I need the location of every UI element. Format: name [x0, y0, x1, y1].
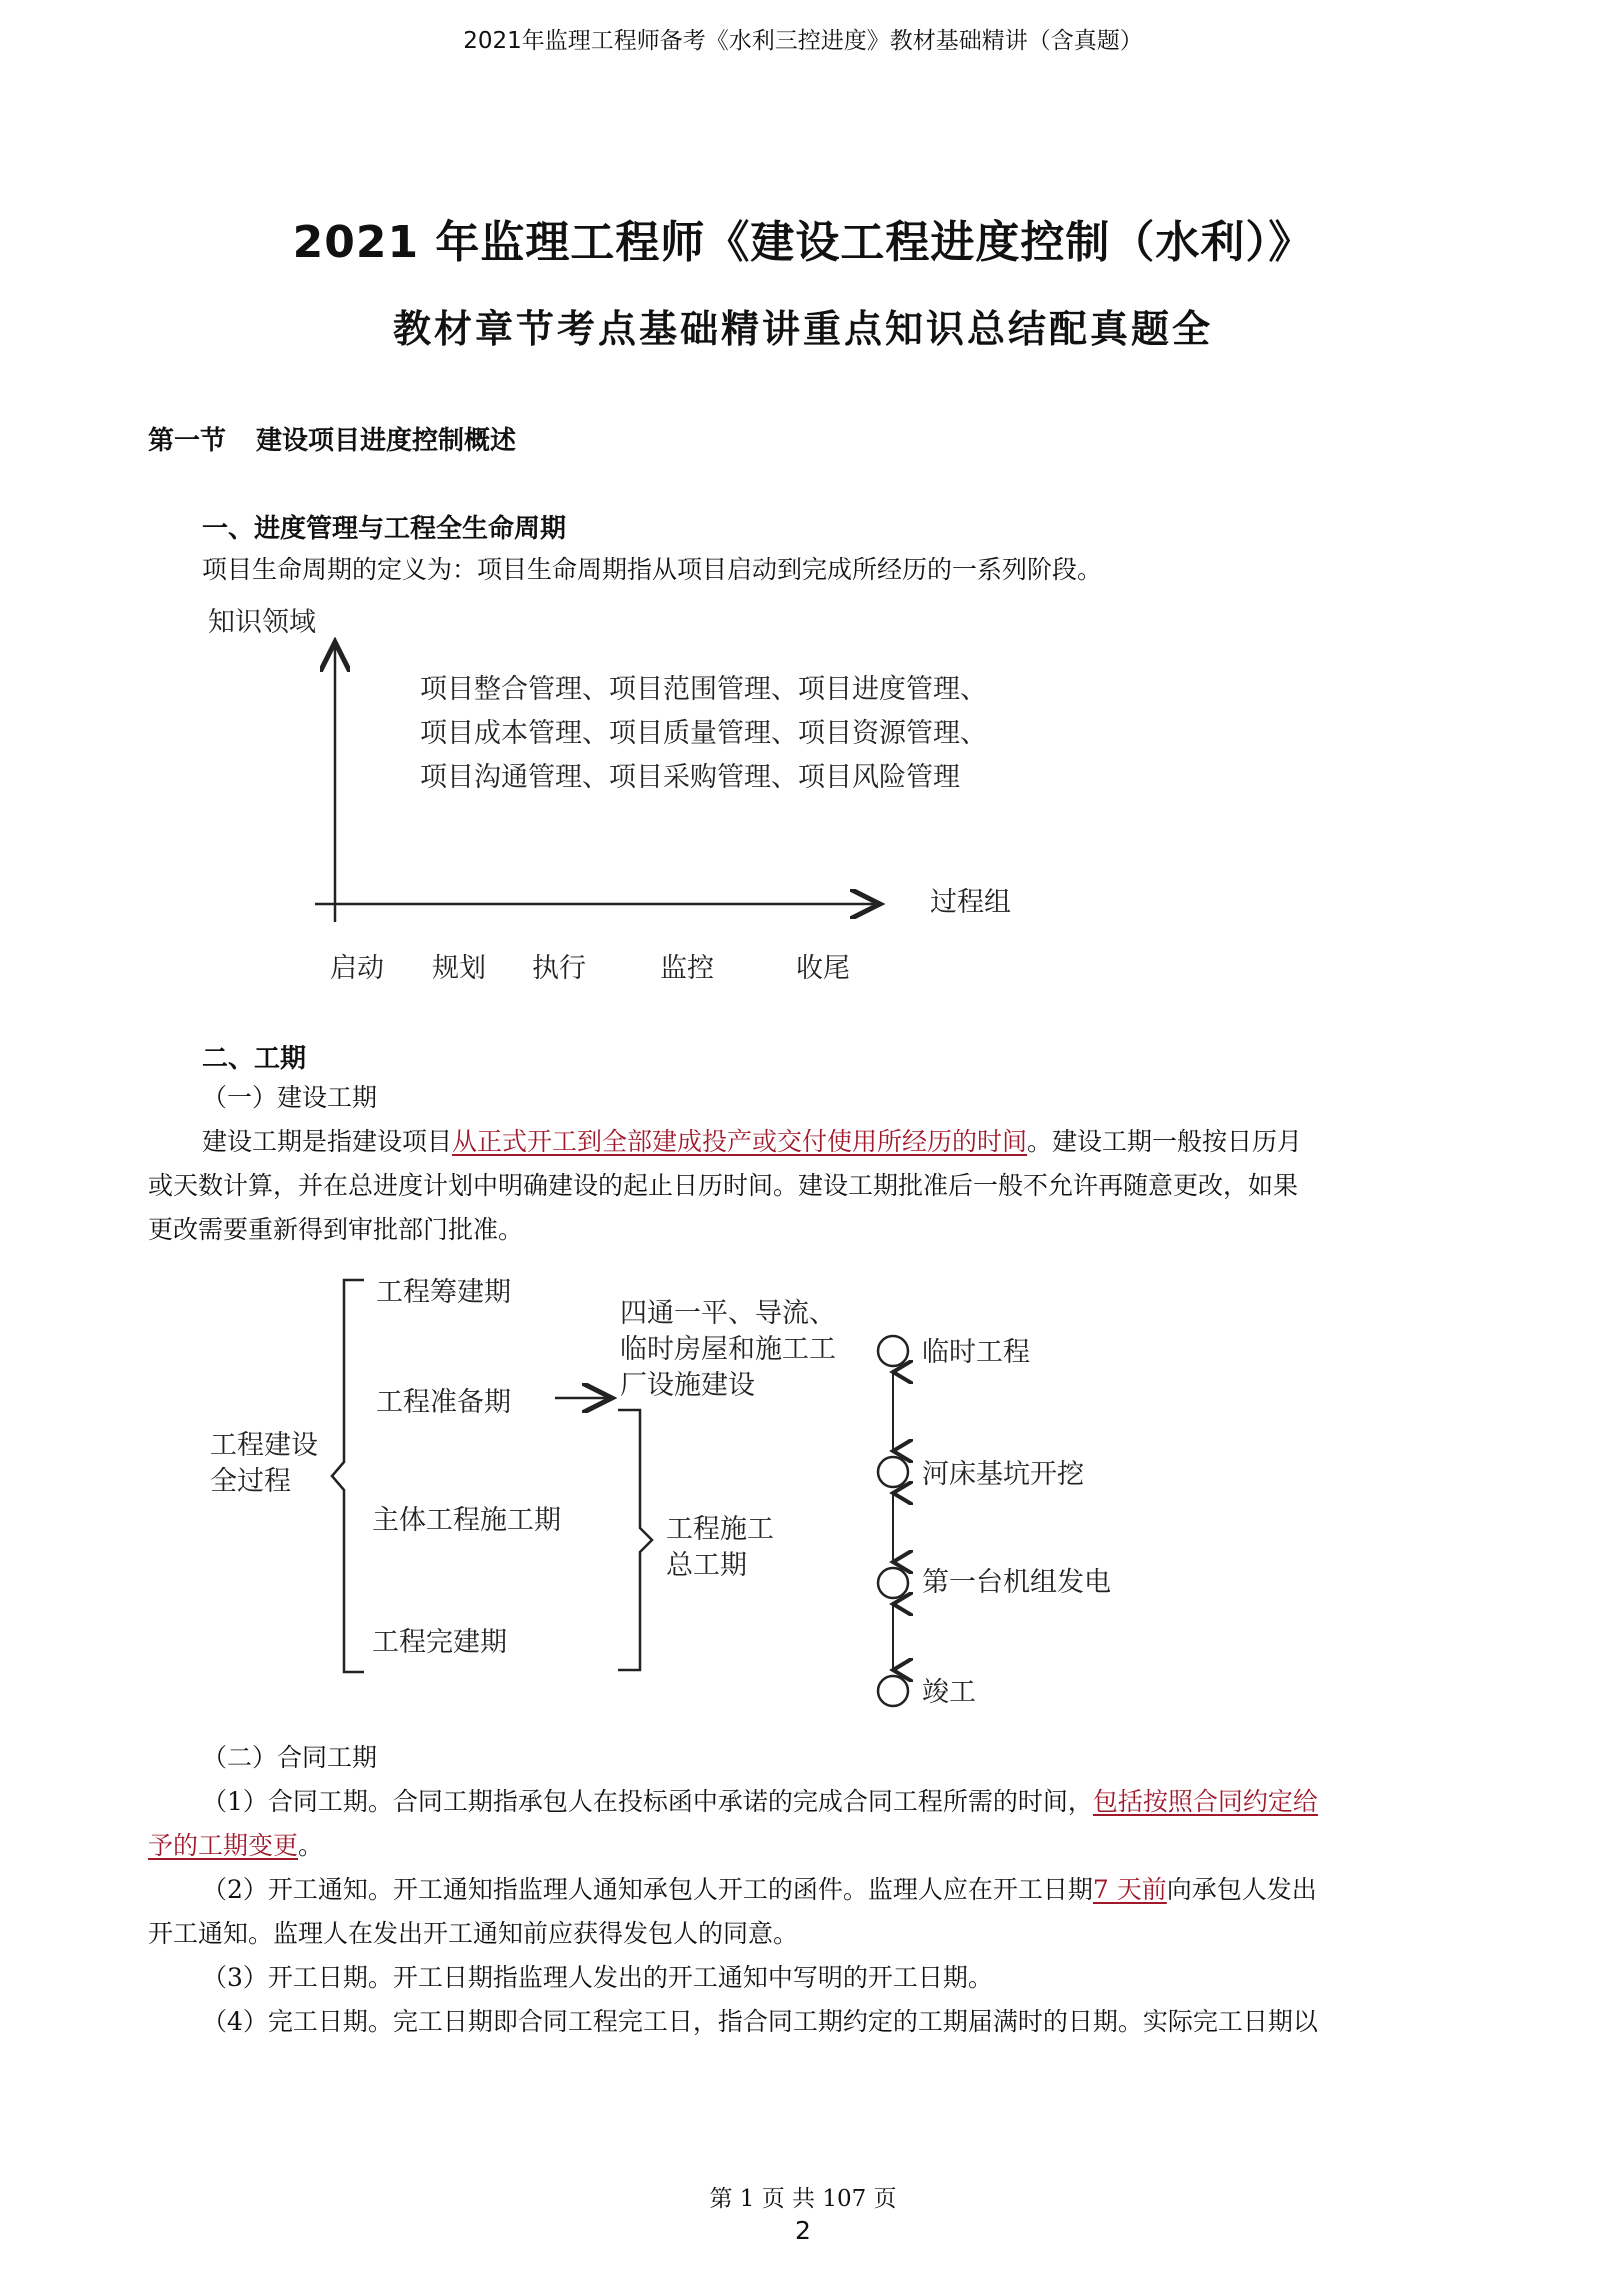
milestone-label: 河床基坑开挖: [922, 1459, 1084, 1490]
page-info: 第 1 页 共 107 页: [709, 2186, 897, 2212]
knowledge-areas-line: 项目沟通管理、项目采购管理、项目风险管理: [420, 762, 960, 793]
prep-activities: 四通一平、导流、 临时房屋和施工工 厂设施建设: [620, 1298, 836, 1401]
stage-label: 主体工程施工期: [372, 1505, 561, 1536]
knowledge-areas-line: 项目整合管理、项目范围管理、项目进度管理、: [420, 674, 987, 705]
contract-item3: （3）开工日期。开工日期指监理人发出的开工通知中写明的开工日期。: [202, 1963, 993, 1992]
contract-item4: （4）完工日期。完工日期即合同工程完工日，指合同工期约定的工期届满时的日期。实际完工日期以: [202, 2007, 1318, 2036]
highlighted-text: 予的工期变更: [148, 1831, 299, 1860]
x-axis-label: 过程组: [930, 887, 1011, 918]
part2-heading: 二、工期: [202, 1044, 307, 1074]
highlighted-text: 从正式开工到全部建成投产或交付使用所经历的时间: [452, 1127, 1028, 1156]
highlighted-text: 7 天前: [1092, 1875, 1167, 1904]
milestone-circle: [878, 1336, 908, 1366]
stage-label: 工程准备期: [376, 1387, 511, 1418]
contract-item2-line1: （2）开工通知。开工通知指监理人通知承包人开工的函件。监理人应在开工日期7 天前向承包人发出: [202, 1875, 1317, 1904]
page-number: 2: [795, 2216, 811, 2245]
y-axis-label: 知识领域: [208, 607, 316, 638]
milestone-label: 临时工程: [922, 1337, 1030, 1368]
part1-heading: 一、进度管理与工程全生命周期: [202, 514, 567, 544]
running-header: 2021年监理工程师备考《水利三控进度》教材基础精讲（含真题）: [463, 28, 1143, 54]
total-period-label: 工程施工 总工期: [666, 1514, 774, 1581]
document-subtitle: 教材章节考点基础精讲重点知识总结配真题全: [392, 307, 1213, 351]
phase-label: 收尾: [796, 953, 850, 984]
contract-item1-line2: 予的工期变更。: [148, 1831, 324, 1860]
knowledge-areas-line: 项目成本管理、项目质量管理、项目资源管理、: [420, 718, 987, 749]
construction-period-para-line1: 建设工期是指建设项目从正式开工到全部建成投产或交付使用所经历的时间。建设工期一般按日历月: [202, 1127, 1303, 1156]
stage-label: 工程完建期: [372, 1627, 507, 1658]
phase-label: 启动: [330, 953, 384, 984]
phase-label: 执行: [532, 953, 586, 984]
document-title: 2021 年监理工程师《建设工程进度控制（水利）》: [292, 217, 1314, 268]
lifecycle-definition: 项目生命周期的定义为：项目生命周期指从项目启动到完成所经历的一系列阶段。: [202, 555, 1103, 584]
phase-label: 规划: [432, 953, 486, 984]
construction-period-para-line2: 或天数计算，并在总进度计划中明确建设的起止日历时间。建设工期批准后一般不允许再随意更改，如果: [148, 1171, 1299, 1200]
section-number: 第一节: [148, 426, 227, 456]
milestone-label: 竣工: [922, 1677, 976, 1708]
milestone-circle: [878, 1676, 908, 1706]
milestone-circle: [878, 1457, 908, 1487]
construction-period-para-line3: 更改需要重新得到审批部门批准。: [148, 1215, 524, 1244]
contract-item1-line1: （1）合同工期。合同工期指承包人在投标函中承诺的完成合同工程所需的时间，包括按照合同约定给: [202, 1787, 1318, 1816]
construction-period-heading: （一）建设工期: [202, 1083, 378, 1112]
highlighted-text: 包括按照合同约定给: [1092, 1787, 1318, 1816]
section-name: 建设项目进度控制概述: [256, 426, 517, 456]
milestone-label: 第一台机组发电: [922, 1567, 1111, 1598]
milestone-circle: [878, 1568, 908, 1598]
total-period-brace: [618, 1410, 652, 1670]
main-brace: [332, 1280, 364, 1672]
contract-item2-line2: 开工通知。监理人在发出开工通知前应获得发包人的同意。: [148, 1919, 799, 1948]
contract-period-heading: （二）合同工期: [202, 1743, 378, 1772]
stage-label: 工程筹建期: [376, 1277, 511, 1308]
process-root-label: 工程建设 全过程: [210, 1430, 318, 1497]
phase-label: 监控: [660, 953, 714, 984]
